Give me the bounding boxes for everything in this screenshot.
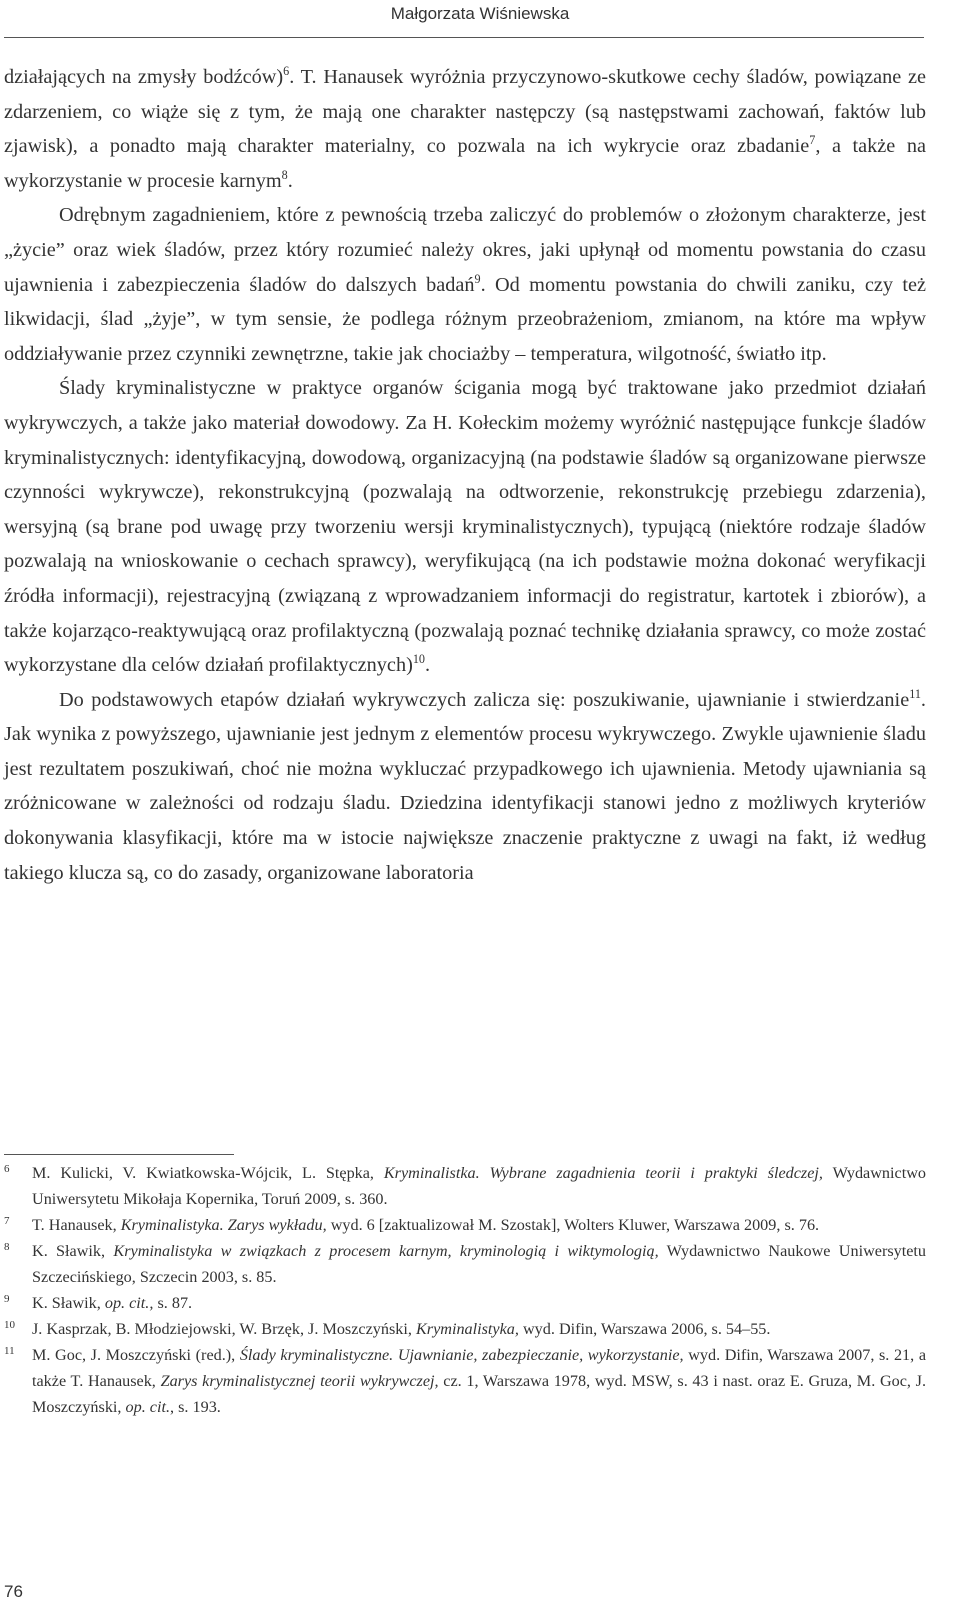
text-run: . T. Hanausek wyróżnia przyczynowo-skutkowe cechy śladów, powiązane ze zdarzeniem, co wiąże się z tym, że mają one charakter następczy (są następstwami zachowań, faktów lub zjawisk), a ponadto mają charakter materialny, co pozwala na ich wykrycie oraz zbadanie xyxy=(4,66,926,158)
footnote-number: 11 xyxy=(4,1345,15,1357)
page-number: 76 xyxy=(4,1582,23,1601)
text-run: wyd. 6 [zaktualizował M. Szostak], Wolters Kluwer, Warszawa 2009, s. 76. xyxy=(326,1216,820,1234)
text-run: T. Hanausek, xyxy=(32,1216,121,1234)
paragraph xyxy=(4,198,926,371)
main-text xyxy=(4,60,926,890)
footnote-ref[interactable]: 11 xyxy=(909,686,921,701)
text-run-italic: Kryminalistyka. Zarys wykładu, xyxy=(120,1216,327,1234)
text-run: wyd. Difin, Warszawa 2007, s. 21, a także T. Hanausek, xyxy=(32,1346,927,1390)
text-run-italic: op. cit. xyxy=(125,1398,171,1416)
text-run: s. 87. xyxy=(153,1294,193,1312)
text-run: , s. 193. xyxy=(170,1398,221,1416)
text-run: M. Kulicki, V. Kwiatkowska-Wójcik, L. Stępka, xyxy=(32,1164,384,1182)
paragraph xyxy=(4,371,926,682)
text-run: M. Goc, J. Moszczyński (red.), xyxy=(32,1346,240,1364)
footnote-ref[interactable]: 8 xyxy=(281,168,288,183)
text-run-italic: Kryminalistka. Wybrane zagadnienia teorii i praktyki śledczej, xyxy=(383,1164,823,1182)
text-run: K. Sławik, xyxy=(32,1242,114,1260)
header-rule xyxy=(4,37,924,38)
text-run: , a także na wykorzystanie w procesie karnym xyxy=(4,135,926,192)
text-run-italic: op. cit., xyxy=(104,1294,154,1312)
footnote-number: 6 xyxy=(4,1163,10,1175)
text-run-italic: Ślady kryminalistyczne. Ujawnianie, zabezpieczanie, wykorzystanie, xyxy=(239,1346,684,1364)
footnote-number: 9 xyxy=(4,1293,10,1305)
footnote xyxy=(4,1160,926,1212)
text-run: działających na zmysły bodźców) xyxy=(4,66,284,88)
footnote-rule xyxy=(4,1154,234,1155)
text-run: cz. 1, Warszawa 1978, wyd. MSW, s. 43 i nast. oraz E. Gruza, M. Goc, J. Moszczyński, xyxy=(32,1372,927,1416)
text-run: Ślady kryminalistyczne w praktyce organów ścigania mogą być traktowane jako przedmiot działań wykrywczych, a także jako materiał dowodowy. Za H. Kołeckim możemy wyróżnić następujące funkcje śladów kryminalistycznych: identyfikacyjną, dowodową, organizacyjną (na podstawie śladów są organizowane pierwsze czynności wykrywcze), rekonstrukcyjną (pozwalają na odtworzenie, rekonstrukcję przebiegu zdarzenia), wersyjną (są brane pod uwagę przy tworzeniu wersji kryminalistycznych), typującą (niektóre rodzaje śladów pozwalają na wnioskowanie o cechach sprawcy), weryfikującą (na ich podstawie można dokonać weryfikacji źródła informacji), rejestracyjną (związaną z wprowadzaniem informacji do registratur, kartotek i zbiorów), a także kojarząco-reaktywującą oraz profilaktyczną (pozwalają poznać technikę działania sprawcy, co może zostać wykorzystane dla celów działań profilaktycznych) xyxy=(4,377,926,677)
footnote xyxy=(4,1342,926,1420)
footnote xyxy=(4,1290,926,1316)
paragraph xyxy=(4,60,926,198)
paragraph xyxy=(4,683,926,891)
footnote-ref[interactable]: 10 xyxy=(412,652,425,667)
footnote-ref[interactable]: 6 xyxy=(283,64,290,79)
text-run: . xyxy=(425,654,431,677)
text-run-italic: Kryminalistyka w związkach z procesem karnym, kryminologią i wiktymologią, xyxy=(113,1242,659,1260)
text-run: . xyxy=(287,169,293,192)
text-run: Odrębnym zagadnieniem, które z pewnością trzeba zaliczyć do problemów o złożonym charakterze, jest „życie” oraz wiek śladów, przez który rozumieć należy okres, jaki upłynął od momentu powstania do czasu ujawnienia i zabezpieczenia śladów do dalszych badań xyxy=(4,204,926,296)
text-run: wyd. Difin, Warszawa 2006, s. 54–55. xyxy=(518,1320,771,1338)
running-title: Małgorzata Wiśniewska xyxy=(390,4,570,23)
footnote-ref[interactable]: 9 xyxy=(474,271,481,286)
text-run: . Jak wynika z powyższego, ujawnianie jest jednym z elementów procesu wykrywczego. Zwykle ujawnienie śladu jest rezultatem poszukiwań, choć nie można wykluczać przypadkowego ich ujawnienia. Metody ujawniania są zróżnicowane w zależności od rodzaju śladu. Dziedzina identyfikacji stanowi jedno z możliwych kryteriów dokonywania klasyfikacji, które ma w istocie największe znaczenie praktyczne z uwagi na fakt, iż według takiego klucza są, co do zasady, organizowane laboratoria xyxy=(4,688,926,884)
text-run-italic: Zarys kryminalistycznej teorii wykrywczej, xyxy=(160,1372,439,1390)
footnote-number: 8 xyxy=(4,1241,10,1253)
footnotes xyxy=(4,1160,926,1420)
text-run: J. Kasprzak, B. Młodziejowski, W. Brzęk, J. Moszczyński, xyxy=(32,1320,416,1338)
running-header xyxy=(0,0,960,32)
text-run: Wydawnictwo Uniwersytetu Mikołaja Kopernika, Toruń 2009, s. 360. xyxy=(32,1164,926,1208)
text-run: Do podstawowych etapów działań wykrywczych zalicza się: poszukiwanie, ujawnianie i stwierdzanie xyxy=(59,688,910,711)
footnote xyxy=(4,1316,926,1342)
footnote-number: 10 xyxy=(4,1319,15,1331)
text-run-italic: Kryminalistyka, xyxy=(415,1320,519,1338)
text-run: . Od momentu powstania do chwili zaniku, czy też likwidacji, ślad „żyje”, w tym sensie, że podlega różnym przeobrażeniom, zmianom, na które ma wpływ oddziaływanie przez czynniki zewnętrzne, takie jak chociażby – temperatura, wilgotność, światło itp. xyxy=(4,273,926,365)
footnote xyxy=(4,1238,926,1290)
footnote-ref[interactable]: 7 xyxy=(809,133,816,148)
text-run: Wydawnictwo Naukowe Uniwersytetu Szczecińskiego, Szczecin 2003, s. 85. xyxy=(32,1242,926,1286)
footnote xyxy=(4,1212,926,1238)
text-run: K. Sławik, xyxy=(32,1294,105,1312)
footnote-number: 7 xyxy=(4,1215,10,1227)
